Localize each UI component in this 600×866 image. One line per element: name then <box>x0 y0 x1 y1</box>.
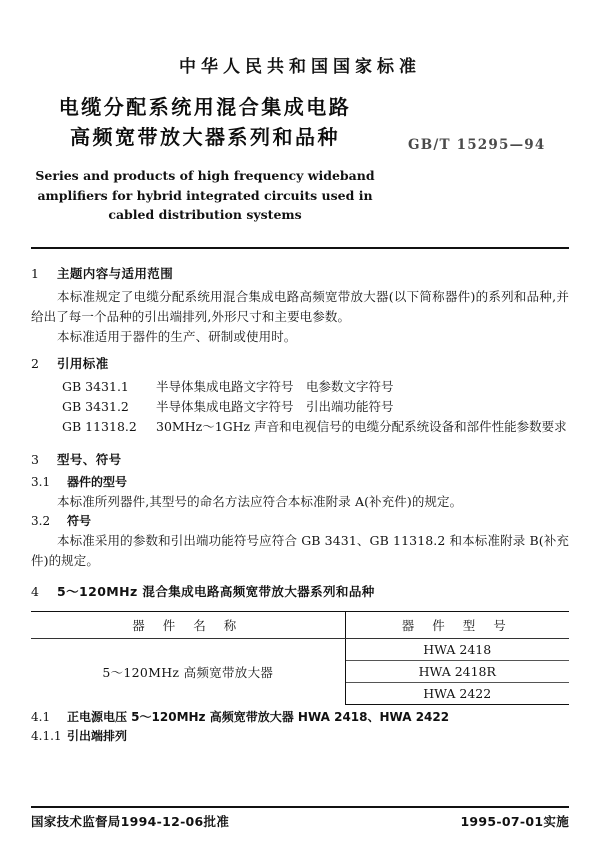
reference-title: 半导体集成电路文字符号 电参数文字符号 <box>156 379 394 394</box>
column-header-product-name: 器 件 名 称 <box>31 612 345 639</box>
standard-number: GB/T 15295—94 <box>408 137 546 153</box>
section-title-3: 型号、符号 <box>57 452 122 467</box>
english-title-line-2: amplifiers for hybrid integrated circuits used in <box>37 187 373 203</box>
subsection-3-2-text: 本标准采用的参数和引出端功能符号应符合 GB 3431、GB 11318.2 和本标准附录 B(补充件)的规定。 <box>31 533 569 568</box>
footer-approval-text: 国家技术监督局1994-12-06批准 <box>31 814 230 829</box>
english-title <box>30 166 380 225</box>
reference-code: GB 3431.2 <box>62 399 129 414</box>
column-header-product-model: 器 件 型 号 <box>345 612 569 639</box>
section-title-2: 引用标准 <box>57 356 109 371</box>
subsection-title-3-1: 器件的型号 <box>67 475 128 489</box>
reference-title: 30MHz～1GHz 声音和电视信号的电缆分配系统设备和部件性能参数要求 <box>156 419 567 434</box>
subsection-title-3-2: 符号 <box>67 514 92 528</box>
cell-model-3: HWA 2422 <box>345 683 569 705</box>
subsection-number-4-1: 4.1 <box>31 710 51 724</box>
document-title-line-2: 高频宽带放大器系列和品种 <box>70 125 340 149</box>
section-title-4: 5～120MHz 混合集成电路高频宽带放大器系列和品种 <box>57 584 375 599</box>
cell-product-name: 5～120MHz 高频宽带放大器 <box>31 639 345 705</box>
section-1-paragraph-2: 本标准适用于器件的生产、研制或使用时。 <box>57 329 297 344</box>
subsection-3-1-text: 本标准所列器件,其型号的命名方法应符合本标准附录 A(补充件)的规定。 <box>57 494 463 509</box>
english-title-line-1: Series and products of high frequency wideband <box>35 168 375 183</box>
cell-model-2: HWA 2418R <box>345 661 569 683</box>
section-1-paragraph-1: 本标准规定了电缆分配系统用混合集成电路高频宽带放大器(以下简称器件)的系列和品种,并给出了每一个品种的引出端排列,外形尺寸和主要电参数。 <box>31 289 569 324</box>
subsection-title-4-1-1: 引出端排列 <box>67 729 128 743</box>
masthead <box>0 52 600 77</box>
page-footer <box>31 812 569 830</box>
footer-divider-rule <box>31 806 569 808</box>
referenced-standards-list <box>0 377 600 437</box>
reference-code: GB 11318.2 <box>62 419 137 434</box>
footer-implementation-text: 1995-07-01实施 <box>460 814 569 829</box>
subsection-number-3-1: 3.1 <box>31 475 51 489</box>
section-number-1: 1 <box>31 266 39 281</box>
masthead-title: 中华人民共和国国家标准 <box>179 57 421 77</box>
section-heading-4 <box>0 582 600 600</box>
list-item <box>0 377 600 397</box>
section-number-3: 3 <box>31 452 39 467</box>
section-number-2: 2 <box>31 356 39 371</box>
document-title-line-1: 电缆分配系统用混合集成电路 <box>58 95 352 119</box>
english-title-line-3: cabled distribution systems <box>108 207 302 222</box>
table-row <box>31 639 569 661</box>
subsection-title-4-1: 正电源电压 5～120MHz 高频宽带放大器 HWA 2418、HWA 2422 <box>67 710 450 724</box>
subsection-heading-3-2 <box>0 512 600 529</box>
document-body <box>0 264 600 605</box>
list-item <box>0 397 600 417</box>
subsection-heading-4-1 <box>0 708 600 725</box>
table-header-row <box>31 612 569 639</box>
document-title <box>30 92 380 152</box>
post-table-content <box>0 708 600 746</box>
subsection-number-3-2: 3.2 <box>31 514 51 528</box>
reference-code: GB 3431.1 <box>62 379 129 394</box>
subsection-number-4-1-1: 4.1.1 <box>31 729 62 743</box>
section-heading-2 <box>0 354 600 372</box>
section-title-1: 主题内容与适用范围 <box>57 266 174 281</box>
subsection-heading-4-1-1 <box>0 727 600 744</box>
section-heading-1 <box>0 264 600 282</box>
reference-title: 半导体集成电路文字符号 引出端功能符号 <box>156 399 394 414</box>
product-series-table <box>31 611 569 705</box>
subsection-heading-3-1 <box>0 473 600 490</box>
section-number-4: 4 <box>31 584 39 599</box>
section-heading-3 <box>0 450 600 468</box>
cell-model-1: HWA 2418 <box>345 639 569 661</box>
header-divider-rule <box>31 247 569 249</box>
list-item <box>0 417 600 437</box>
